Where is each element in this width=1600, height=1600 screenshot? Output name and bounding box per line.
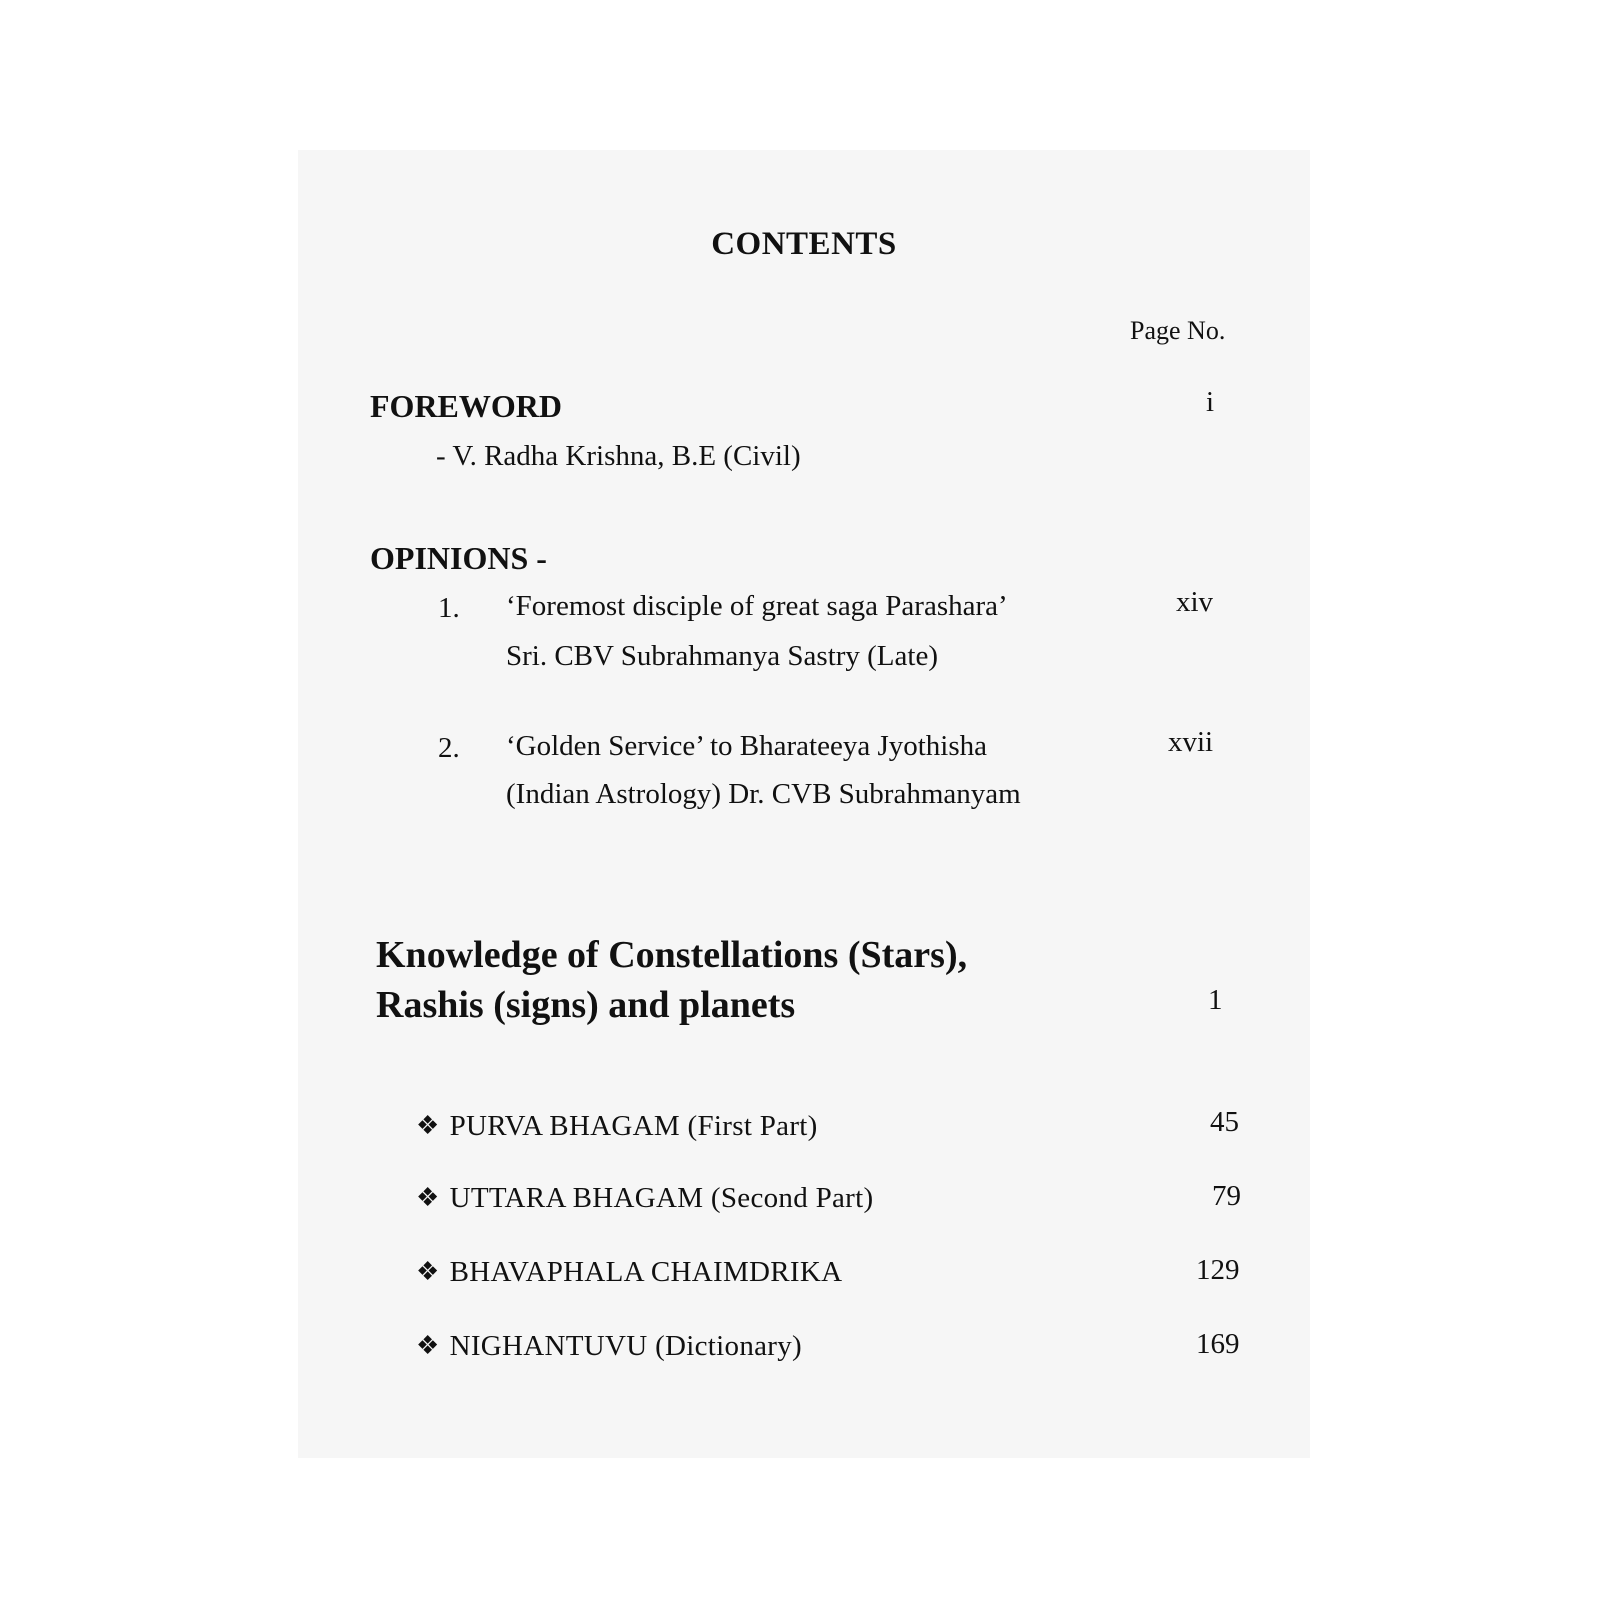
diamond-bullet-icon: ❖	[416, 1331, 440, 1360]
list-item-label: BHAVAPHALA CHAIMDRIKA	[449, 1256, 843, 1288]
opinion-number: 2.	[438, 732, 460, 764]
opinion-author: (Indian Astrology) Dr. CVB Subrahmanyam	[506, 778, 1021, 810]
list-item	[416, 1110, 818, 1143]
diamond-bullet-icon: ❖	[416, 1183, 440, 1212]
list-item-label: NIGHANTUVU (Dictionary)	[449, 1330, 803, 1362]
section-page-number: 1	[1208, 984, 1223, 1016]
opinion-page-number: xvii	[1168, 726, 1214, 758]
section-heading-line-1: Knowledge of Constellations (Stars),	[376, 934, 968, 976]
foreword-byline: - V. Radha Krishna, B.E (Civil)	[436, 440, 801, 472]
list-item-page-number: 129	[1196, 1254, 1240, 1286]
opinion-author: Sri. CBV Subrahmanya Sastry (Late)	[506, 640, 938, 672]
diamond-bullet-icon: ❖	[416, 1257, 440, 1286]
list-item	[416, 1182, 873, 1215]
list-item-label: PURVA BHAGAM (First Part)	[449, 1110, 818, 1142]
diamond-bullet-icon: ❖	[416, 1111, 440, 1140]
opinion-page-number: xiv	[1176, 586, 1214, 618]
contents-page	[298, 150, 1310, 1458]
list-item-page-number: 169	[1196, 1328, 1240, 1360]
foreword-heading: FOREWORD	[370, 388, 562, 424]
list-item-page-number: 45	[1210, 1106, 1239, 1138]
opinion-title: ‘Foremost disciple of great saga Parashara’	[506, 590, 1008, 622]
list-item	[416, 1256, 842, 1289]
opinions-heading: OPINIONS -	[370, 540, 547, 576]
list-item-label: UTTARA BHAGAM (Second Part)	[449, 1182, 874, 1214]
opinion-number: 1.	[438, 592, 460, 624]
page-title: CONTENTS	[711, 226, 897, 262]
foreword-page-number: i	[1206, 386, 1215, 418]
list-item	[416, 1330, 802, 1363]
list-item-page-number: 79	[1212, 1180, 1241, 1212]
page-number-column-header: Page No.	[1130, 316, 1226, 345]
section-heading-line-2: Rashis (signs) and planets	[376, 984, 796, 1026]
opinion-title: ‘Golden Service’ to Bharateeya Jyothisha	[506, 730, 988, 762]
